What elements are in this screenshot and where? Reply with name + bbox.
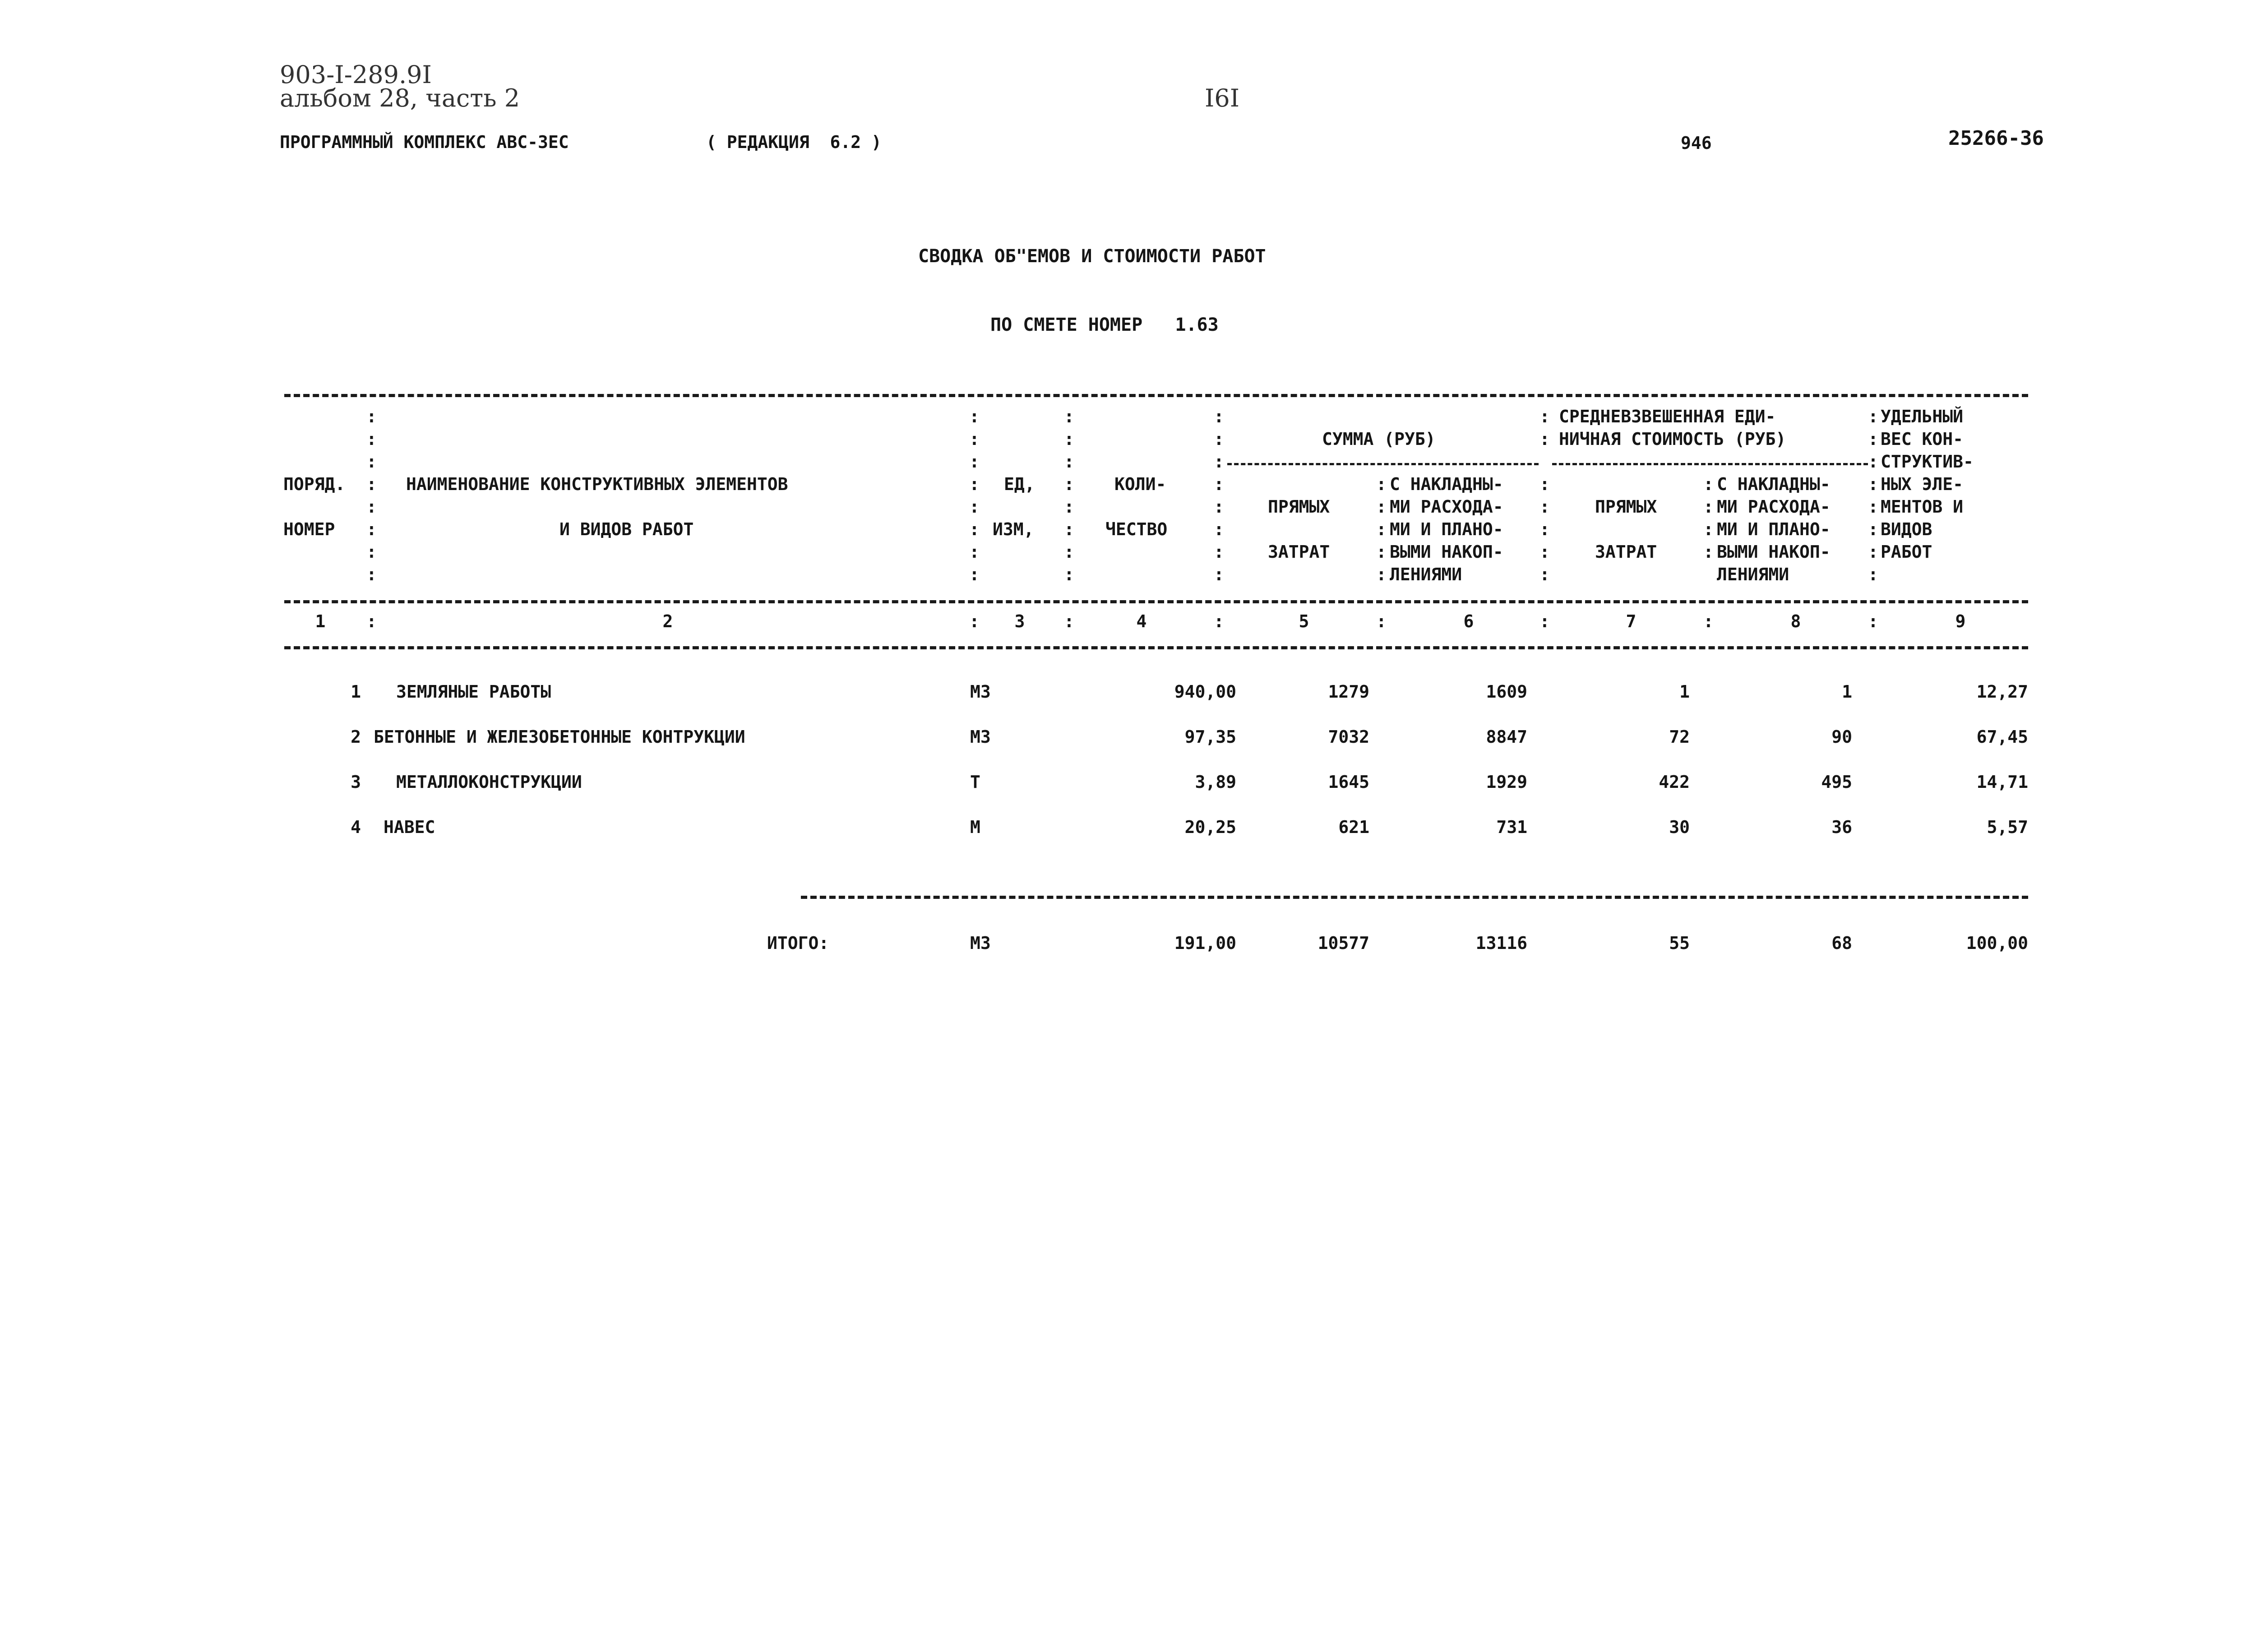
album-part: альбом 28, часть 2	[280, 84, 520, 112]
header-quantity-2: ЧЕСТВО	[1105, 519, 1168, 539]
row-quantity: 940,00	[1174, 682, 1236, 702]
row-name: НАВЕС	[384, 817, 435, 837]
total-unit: М3	[970, 933, 991, 953]
header-bottom-rule	[284, 600, 2028, 603]
row-number: 2	[351, 727, 361, 747]
row-name: МЕТАЛЛОКОНСТРУКЦИИ	[396, 772, 582, 792]
row-overhead: 8847	[1486, 727, 1527, 747]
col-separator: : : : : : : : :	[969, 407, 980, 584]
header-element-name-1: НАИМЕНОВАНИЕ КОНСТРУКТИВНЫХ ЭЛЕМЕНТОВ	[406, 474, 788, 494]
table-top-rule	[284, 394, 2028, 397]
row-number: 4	[351, 817, 361, 837]
header-overhead-2: МИ РАСХОДА-	[1390, 497, 1503, 517]
column-number: 7	[1626, 611, 1637, 631]
page-number: I6I	[1205, 84, 1240, 112]
header-avg-overhead-2: МИ РАСХОДА-	[1717, 497, 1831, 517]
row-avg-overhead: 495	[1821, 772, 1852, 792]
row-direct: 1645	[1328, 772, 1369, 792]
col-separator: :	[1703, 611, 1714, 631]
col-separator: : : : : : : : :	[366, 407, 377, 584]
col-separator: :	[969, 611, 980, 631]
header-sum-group: СУММА (РУБ)	[1322, 429, 1436, 449]
program-edition: ( РЕДАКЦИЯ 6.2 )	[706, 132, 882, 152]
numbers-bottom-rule	[284, 646, 2028, 649]
column-number: 9	[1955, 611, 1966, 631]
header-share-4: НЫХ ЭЛЕ-	[1881, 474, 1964, 494]
row-share: 5,57	[1987, 817, 2028, 837]
total-label: ИТОГО:	[767, 933, 829, 953]
column-number: 4	[1136, 611, 1147, 631]
column-number: 3	[1014, 611, 1025, 631]
row-quantity: 97,35	[1184, 727, 1236, 747]
header-share-3: СТРУКТИВ-	[1881, 452, 1974, 472]
header-avg-direct-2: ЗАТРАТ	[1595, 542, 1657, 562]
row-avg-overhead: 1	[1842, 682, 1852, 702]
row-avg-direct: 72	[1669, 727, 1690, 747]
total-overhead: 13116	[1475, 933, 1527, 953]
row-direct: 7032	[1328, 727, 1369, 747]
col-separator: :	[1376, 611, 1387, 631]
row-overhead: 731	[1496, 817, 1527, 837]
report-title: СВОДКА ОБ"ЕМОВ И СТОИМОСТИ РАБОТ	[918, 246, 1266, 267]
header-unit-2: ИЗМ,	[993, 519, 1034, 539]
row-name: ЗЕМЛЯНЫЕ РАБОТЫ	[396, 682, 551, 702]
total-avg-overhead: 68	[1831, 933, 1852, 953]
row-direct: 1279	[1328, 682, 1369, 702]
program-name: ПРОГРАММНЫЙ КОМПЛЕКС АВС-3ЕС	[280, 132, 569, 152]
row-unit: М3	[970, 727, 991, 747]
header-overhead-1: С НАКЛАДНЫ-	[1390, 474, 1503, 494]
estimate-number: ПО СМЕТЕ НОМЕР 1.63	[990, 315, 1219, 335]
row-avg-direct: 1	[1679, 682, 1690, 702]
row-share: 14,71	[1976, 772, 2028, 792]
header-share-5: МЕНТОВ И	[1881, 497, 1964, 517]
header-avg-overhead-3: МИ И ПЛАНО-	[1717, 519, 1831, 539]
header-overhead-5: ЛЕНИЯМИ	[1390, 565, 1462, 584]
col-separator: : : : : : : :	[1539, 407, 1550, 584]
header-overhead-4: ВЫМИ НАКОП-	[1390, 542, 1503, 562]
header-share-2: ВЕС КОН-	[1881, 429, 1964, 449]
row-avg-overhead: 90	[1831, 727, 1852, 747]
header-element-name-2: И ВИДОВ РАБОТ	[559, 519, 694, 539]
row-share: 67,45	[1976, 727, 2028, 747]
row-quantity: 3,89	[1195, 772, 1236, 792]
total-share: 100,00	[1966, 933, 2028, 953]
col-separator: : : : : : : : :	[1064, 407, 1074, 584]
sheet-number: 946	[1681, 133, 1712, 153]
row-unit: М3	[970, 682, 991, 702]
row-avg-direct: 422	[1659, 772, 1690, 792]
header-quantity-1: КОЛИ-	[1114, 474, 1166, 494]
col-separator: :	[1064, 611, 1074, 631]
header-unit-1: ЕД,	[1004, 474, 1035, 494]
row-name: БЕТОННЫЕ И ЖЕЛЕЗОБЕТОННЫЕ КОНТРУКЦИИ	[374, 727, 745, 747]
col-separator: :	[366, 611, 377, 631]
row-unit: Т	[970, 772, 980, 792]
header-direct-costs-1: ПРЯМЫХ	[1268, 497, 1330, 517]
header-sum-underline	[1227, 463, 1539, 465]
col-separator: : : : : : : : :	[1868, 407, 1878, 584]
col-separator: :	[1868, 611, 1878, 631]
header-average-underline	[1552, 463, 1868, 465]
row-avg-overhead: 36	[1831, 817, 1852, 837]
header-order-number-2: НОМЕР	[283, 519, 335, 539]
header-share-7: РАБОТ	[1881, 542, 1932, 562]
col-separator: : : : :	[1703, 474, 1714, 562]
total-avg-direct: 55	[1669, 933, 1690, 953]
row-quantity: 20,25	[1184, 817, 1236, 837]
header-order-number-1: ПОРЯД.	[283, 474, 346, 494]
row-overhead: 1609	[1486, 682, 1527, 702]
row-direct: 621	[1338, 817, 1369, 837]
total-rule	[801, 896, 2028, 899]
column-number: 1	[315, 611, 326, 631]
row-overhead: 1929	[1486, 772, 1527, 792]
header-overhead-3: МИ И ПЛАНО-	[1390, 519, 1503, 539]
header-avg-overhead-4: ВЫМИ НАКОП-	[1717, 542, 1831, 562]
col-separator: : : : : :	[1376, 474, 1387, 584]
header-average-group-2: НИЧНАЯ СТОИМОСТЬ (РУБ)	[1559, 429, 1786, 449]
header-share-6: ВИДОВ	[1881, 519, 1932, 539]
document-code-2: 25266-36	[1948, 127, 2044, 150]
column-number: 5	[1299, 611, 1309, 631]
row-avg-direct: 30	[1669, 817, 1690, 837]
column-number: 2	[662, 611, 673, 631]
col-separator: :	[1214, 611, 1224, 631]
document-code: 903-I-289.9I	[280, 60, 432, 89]
total-direct: 10577	[1318, 933, 1369, 953]
header-direct-costs-2: ЗАТРАТ	[1268, 542, 1330, 562]
row-share: 12,27	[1976, 682, 2028, 702]
row-number: 3	[351, 772, 361, 792]
header-avg-direct-1: ПРЯМЫХ	[1595, 497, 1657, 517]
header-avg-overhead-1: С НАКЛАДНЫ-	[1717, 474, 1831, 494]
column-number: 8	[1790, 611, 1801, 631]
header-share-1: УДЕЛЬНЫЙ	[1881, 407, 1964, 426]
header-avg-overhead-5: ЛЕНИЯМИ	[1717, 565, 1789, 584]
row-unit: М	[970, 817, 980, 837]
row-number: 1	[351, 682, 361, 702]
col-separator: : : : : : : : :	[1214, 407, 1224, 584]
total-quantity: 191,00	[1174, 933, 1236, 953]
column-number: 6	[1463, 611, 1474, 631]
col-separator: :	[1539, 611, 1550, 631]
header-average-group-1: СРЕДНЕВЗВЕШЕННАЯ ЕДИ-	[1559, 407, 1776, 426]
